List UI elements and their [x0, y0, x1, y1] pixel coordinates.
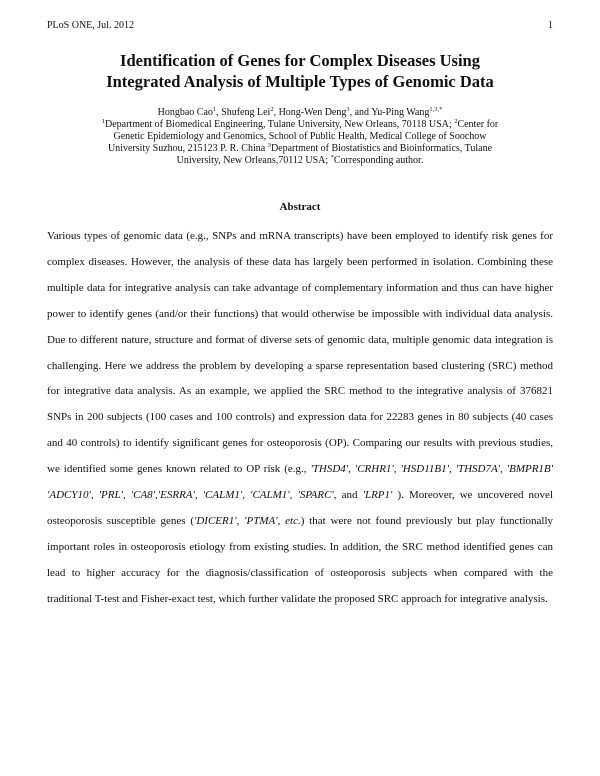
- gene-name: 'LRP1': [362, 489, 393, 502]
- paper-title: [40, 50, 560, 92]
- author-block: [95, 107, 505, 167]
- abstract-heading: Abstract: [279, 201, 321, 213]
- affiliation-marker: 3: [267, 142, 271, 149]
- affiliation-3: Department of Biostatistics and Bioinformatics, Tulane University, New Orleans,70112 USA;: [176, 143, 493, 166]
- author-name: Shufeng Lei: [221, 107, 271, 118]
- abstract-text: ). Moreover, we uncovered novel osteoporosis susceptible genes (: [47, 489, 553, 527]
- affiliation-marker: 1: [101, 118, 105, 125]
- novel-genes-list: 'DICER1', 'PTMA', etc.: [194, 514, 301, 527]
- title-line-1: Identification of Genes for Complex Diseases Using: [120, 51, 480, 70]
- author-separator: ,: [216, 107, 222, 118]
- running-head: PLoS ONE, Jul. 2012: [47, 20, 134, 31]
- abstract-body: [47, 224, 553, 613]
- author-name: Yu-Ping Wang: [371, 107, 430, 118]
- affiliation-1: Department of Biomedical Engineering, Tulane University, New Orleans, 70118 USA;: [104, 119, 455, 130]
- abstract-text: and: [336, 489, 363, 502]
- affiliation-marker: 2: [454, 118, 458, 125]
- corresponding-author-note: Corresponding author.: [333, 155, 424, 166]
- author-separator: ,: [273, 107, 279, 118]
- known-genes-list: 'THSD4', 'CRHR1', 'HSD11B1', 'THSD7A', 'BMPR1B' 'ADCY10', 'PRL', 'CA8','ESRRA', 'CALM1', 'CALM1', 'SPARC',: [47, 463, 553, 502]
- affiliation-2: Center for Genetic Epidemiology and Genomics, School of Public Health, Medical College of Soochow University Suzhou, 215123 P. R. China: [107, 119, 499, 154]
- corresponding-marker: *: [330, 154, 334, 161]
- author-name: Hongbao Cao: [157, 107, 213, 118]
- author-separator: , and: [349, 107, 372, 118]
- author-affil-marker: 1,3,*: [429, 106, 443, 113]
- author-name: Hong-Wen Deng: [278, 107, 347, 118]
- abstract-text: Various types of genomic data (e.g., SNPs and mRNA transcripts) have been employed to identify risk genes for complex diseases. However, the analysis of these data has largely been performed in isolation. Combining these multiple data for integrative analysis can take advantage of complementary information and thus can have higher power to identify genes (and/or their functions) that would otherwise be impossible with individual data analysis. Due to different nature, structure and format of diverse sets of genomic data, multiple genomic data integration is challenging. Here we address the problem by developing a sparse representation based clustering (SRC) method for integrative data analysis. As an example, we applied the SRC method to the integrative analysis of 376821 SNPs in 200 subjects (100 cases and 100 controls) and expression data for 22283 genes in 80 subjects (40 cases and 40 controls) to identify significant genes for osteoporosis (OP). Comparing our results with previous studies, we identified some genes known related to OP risk (e.g.,: [47, 230, 553, 476]
- title-line-2: Integrated Analysis of Multiple Types of Genomic Data: [106, 72, 494, 91]
- abstract-text: ) that were not found previously but play functionally important roles in osteoporosis etiology from existing studies. In addition, the SRC method identified genes can lead to higher accuracy for the diagnosis/classification of osteoporosis subjects when compared with the traditional T-test and Fisher-exact test, which further validate the proposed SRC approach for integrative analysis.: [47, 514, 553, 605]
- page-number: 1: [548, 20, 553, 31]
- author-affil-marker: 2: [270, 106, 274, 113]
- author-affil-marker: 1: [212, 106, 217, 113]
- author-affil-marker: 3: [346, 106, 350, 113]
